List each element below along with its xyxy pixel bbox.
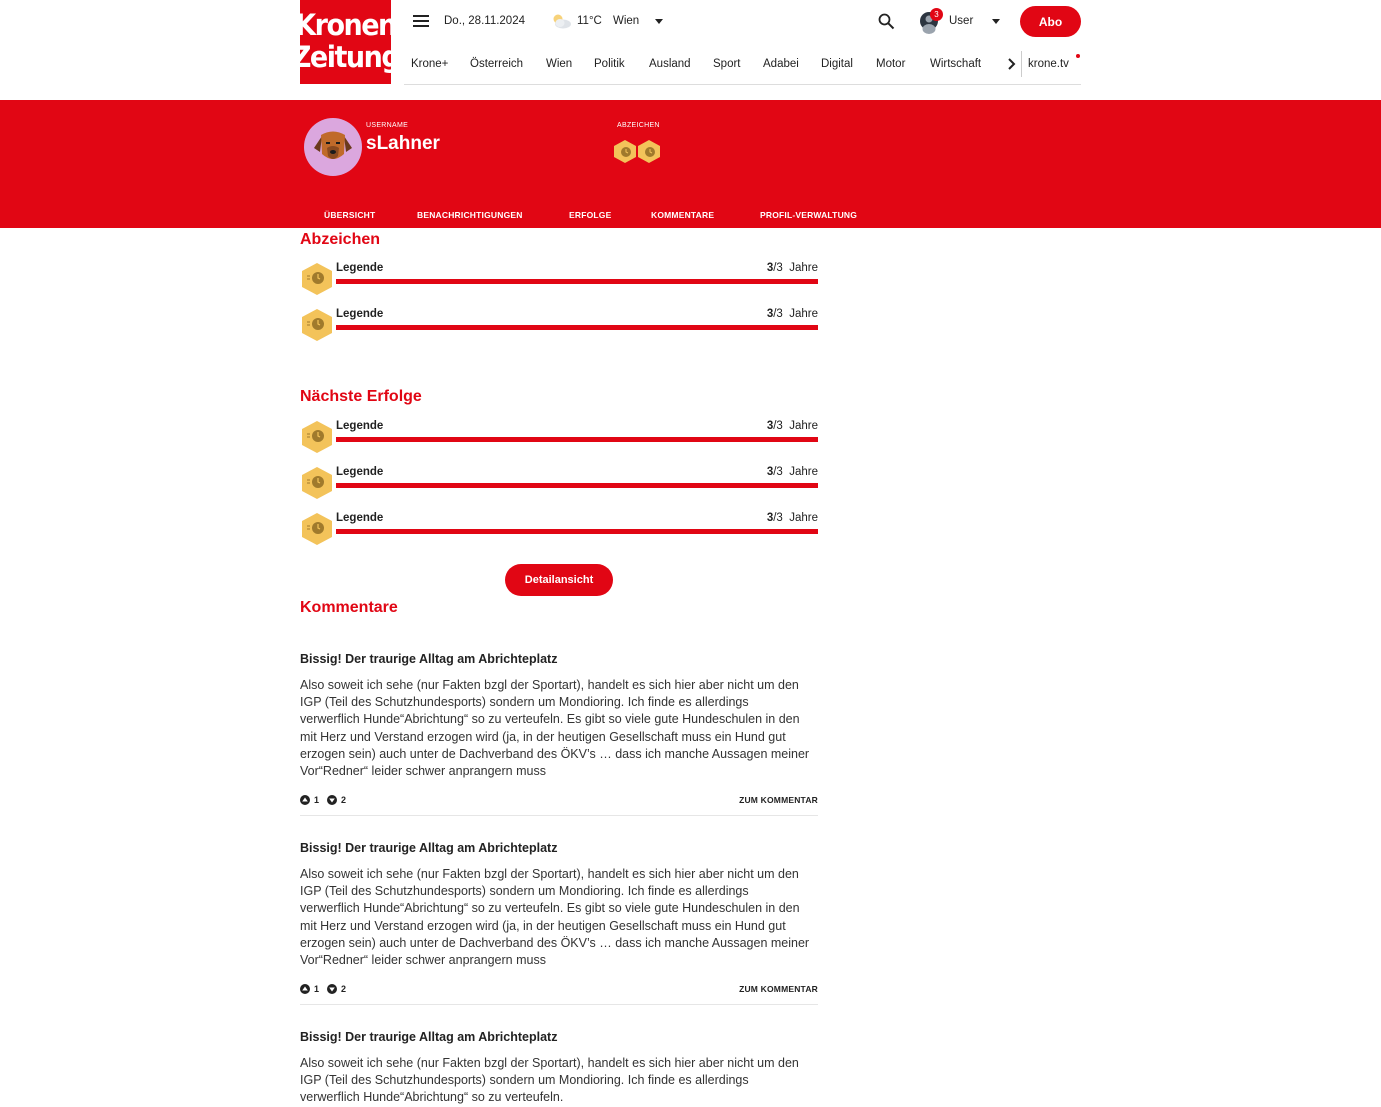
comment-divider xyxy=(300,1004,818,1005)
achievement-name: Legende xyxy=(336,420,384,432)
arrow-up-icon xyxy=(300,795,310,805)
nav-item-krone-plus[interactable]: Krone+ xyxy=(411,58,449,70)
downvote[interactable]: 2 xyxy=(327,795,346,805)
achievement-progress-count: 3/3 Jahre xyxy=(766,512,818,524)
badge-hexagon-icon[interactable] xyxy=(613,139,637,164)
badge-row[interactable] xyxy=(300,308,818,344)
kommentare-title: Kommentare xyxy=(300,599,398,616)
badge-hexagon-icon xyxy=(301,262,333,296)
nav-item-ausland[interactable]: Ausland xyxy=(649,58,691,70)
arrow-down-icon xyxy=(327,795,337,805)
nav-divider xyxy=(1021,51,1022,77)
comment-text: Also soweit ich sehe (nur Fakten bzgl der Sportart), handelt es sich hier aber nicht um den IGP (Teil des Schutzhundesports) sondern um Mondioring. Ich finde es allerdings verwerflich Hunde“Abrichtung“ so zu verteufeln. Es gibt so viele gute Hundeschulen in den mit Herz und Verstand erzogen wird (ja, in der heutigen Gesellschaft muss ein Hund gut erzogen sein) auch unter de Dachverband des ÖKV’s … dass ich manche Aussagen meiner Vor“Redner“ leider schwer anprangern muss xyxy=(300,678,810,779)
comment-item xyxy=(300,1030,818,1107)
achievement-progress-bar xyxy=(336,437,818,442)
comment-article-title[interactable]: Bissig! Der traurige Alltag am Abrichteplatz xyxy=(300,841,558,855)
profile-badges xyxy=(613,139,661,164)
arrow-up-icon xyxy=(300,984,310,994)
nav-item-sport[interactable]: Sport xyxy=(713,58,741,70)
zum-kommentar-link[interactable]: ZUM KOMMENTAR xyxy=(739,795,818,805)
badge-hexagon-icon xyxy=(301,420,333,454)
downvote[interactable]: 2 xyxy=(327,984,346,994)
username-label: USERNAME xyxy=(366,122,409,129)
partly-cloudy-icon xyxy=(550,12,572,30)
nav-item-digital[interactable]: Digital xyxy=(821,58,853,70)
achievement-row[interactable] xyxy=(300,512,818,548)
badge-name: Legende xyxy=(336,262,384,274)
detailansicht-button[interactable]: Detailansicht xyxy=(505,564,613,596)
comment-footer xyxy=(300,795,818,807)
nav-item-motor[interactable]: Motor xyxy=(876,58,906,70)
username: sLahner xyxy=(366,133,440,154)
achievement-progress-count: 3/3 Jahre xyxy=(766,420,818,432)
arrow-down-icon xyxy=(327,984,337,994)
nav-item-oesterreich[interactable]: Österreich xyxy=(470,58,524,70)
top-bar xyxy=(404,0,1081,43)
naechste-erfolge-title: Nächste Erfolge xyxy=(300,388,422,405)
hamburger-menu-icon[interactable] xyxy=(413,15,429,27)
achievement-progress-bar xyxy=(336,529,818,534)
tab-benachrichtigungen[interactable]: BENACHRICHTIGUNGEN xyxy=(417,210,523,220)
search-icon[interactable] xyxy=(878,13,895,30)
achievement-row[interactable] xyxy=(300,420,818,456)
logo-line-1: Kronen xyxy=(295,8,396,43)
nav-item-politik[interactable]: Politik xyxy=(594,58,625,70)
comment-item xyxy=(300,841,818,969)
user-dropdown-caret-icon[interactable] xyxy=(992,19,1000,24)
upvote[interactable]: 1 xyxy=(300,984,319,994)
weather-city[interactable]: Wien xyxy=(613,15,640,27)
tab-erfolge[interactable]: ERFOLGE xyxy=(569,210,612,220)
current-date: Do., 28.11.2024 xyxy=(444,15,525,27)
notification-count-badge: 3 xyxy=(930,8,943,21)
badge-progress-bar xyxy=(336,279,818,284)
profile-avatar[interactable] xyxy=(304,118,362,176)
profile-banner xyxy=(0,100,1381,228)
main-navigation xyxy=(404,43,1081,85)
comment-footer xyxy=(300,984,818,996)
badge-hexagon-icon[interactable] xyxy=(637,139,661,164)
badge-hexagon-icon xyxy=(301,466,333,500)
chevron-right-icon[interactable] xyxy=(1006,58,1016,70)
badges-label: ABZEICHEN xyxy=(617,122,660,129)
badge-hexagon-icon xyxy=(301,512,333,546)
dog-avatar-icon xyxy=(304,118,362,176)
comment-article-title[interactable]: Bissig! Der traurige Alltag am Abrichteplatz xyxy=(300,652,558,666)
badge-row[interactable] xyxy=(300,262,818,298)
user-menu-label[interactable]: User xyxy=(949,15,974,27)
badge-progress-bar xyxy=(336,325,818,330)
comment-article-title[interactable]: Bissig! Der traurige Alltag am Abrichteplatz xyxy=(300,1030,558,1044)
upvote[interactable]: 1 xyxy=(300,795,319,805)
tab-kommentare[interactable]: KOMMENTARE xyxy=(651,210,715,220)
badge-name: Legende xyxy=(336,308,384,320)
achievement-row[interactable] xyxy=(300,466,818,502)
comment-text: Also soweit ich sehe (nur Fakten bzgl der Sportart), handelt es sich hier aber nicht um den IGP (Teil des Schutzhundesports) sondern um Mondioring. Ich finde es allerdings verwerflich Hunde“Abrichtung“ so zu verteufeln. xyxy=(300,1056,799,1105)
abo-button[interactable]: Abo xyxy=(1020,6,1081,37)
live-indicator-dot xyxy=(1076,54,1080,58)
zum-kommentar-link[interactable]: ZUM KOMMENTAR xyxy=(739,984,818,994)
achievement-name: Legende xyxy=(336,512,384,524)
comment-divider xyxy=(300,815,818,816)
nav-item-wien[interactable]: Wien xyxy=(546,58,573,70)
achievement-progress-bar xyxy=(336,483,818,488)
city-dropdown-caret-icon[interactable] xyxy=(655,19,663,24)
achievement-progress-count: 3/3 Jahre xyxy=(766,466,818,478)
badge-progress-count: 3/3 Jahre xyxy=(766,262,818,274)
nav-item-adabei[interactable]: Adabei xyxy=(763,58,799,70)
tab-uebersicht[interactable]: ÜBERSICHT xyxy=(324,210,376,220)
temperature: 11°C xyxy=(577,15,602,27)
comment-text: Also soweit ich sehe (nur Fakten bzgl der Sportart), handelt es sich hier aber nicht um den IGP (Teil des Schutzhundesports) sondern um Mondioring. Ich finde es allerdings verwerflich Hunde“Abrichtung“ so zu verteufeln. Es gibt so viele gute Hundeschulen in den mit Herz und Verstand erzogen wird (ja, in der heutigen Gesellschaft muss ein Hund gut erzogen sein) auch unter de Dachverband des ÖKV’s … dass ich manche Aussagen meiner Vor“Redner“ leider schwer anprangern muss xyxy=(300,867,810,968)
abzeichen-title: Abzeichen xyxy=(300,231,381,248)
badge-progress-count: 3/3 Jahre xyxy=(766,308,818,320)
kronen-zeitung-logo[interactable] xyxy=(291,0,400,84)
nav-item-krone-tv[interactable]: krone.tv xyxy=(1028,58,1069,70)
tab-profil-verwaltung[interactable]: PROFIL-VERWALTUNG xyxy=(760,210,858,220)
logo-line-2: Zeitung xyxy=(291,40,400,75)
nav-item-wirtschaft[interactable]: Wirtschaft xyxy=(930,58,982,70)
badge-hexagon-icon xyxy=(301,308,333,342)
achievement-name: Legende xyxy=(336,466,384,478)
comment-item xyxy=(300,652,818,780)
